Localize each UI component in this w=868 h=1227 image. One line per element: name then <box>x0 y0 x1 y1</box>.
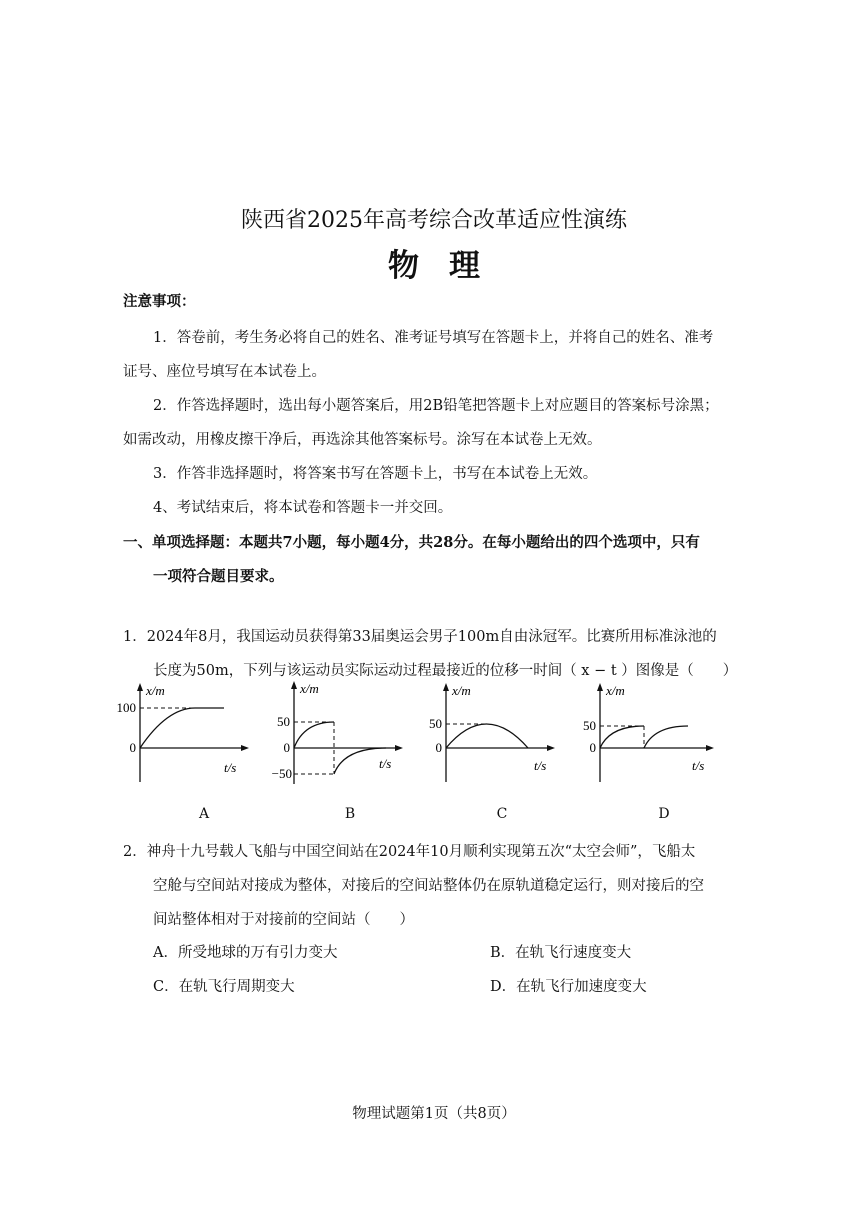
question-2-option-c: C．在轨飞行周期变大 <box>153 979 295 995</box>
graph-c-label: C <box>496 806 508 822</box>
graph-a-tick-100: 100 <box>116 700 136 715</box>
graph-d-ylabel: x/m <box>606 683 625 698</box>
graph-c <box>420 680 560 789</box>
page-footer: 物理试题第1页（共8页） <box>352 1106 516 1122</box>
graph-d-xlabel: t/s <box>692 758 705 773</box>
graph-d-label: D <box>658 806 670 822</box>
graph-b-label: B <box>344 806 356 822</box>
question-2-option-b: B．在轨飞行速度变大 <box>490 945 632 961</box>
notice-item-4: 4、考试结束后，将本试卷和答题卡一并交回。 <box>153 500 453 516</box>
graph-d <box>574 680 719 789</box>
notice-item-2-line-2: 如需改动，用橡皮擦干净后，再选涂其他答案标号。涂写在本试卷上无效。 <box>123 432 602 448</box>
graph-c-tick-0: 0 <box>435 740 442 755</box>
graph-b-ylabel: x/m <box>300 681 319 696</box>
question-2-option-a: A．所受地球的万有引力变大 <box>153 945 338 961</box>
graph-d-tick-50: 50 <box>583 718 596 733</box>
graph-a-label: A <box>198 806 210 822</box>
notice-item-3: 3．作答非选择题时，将答案书写在答题卡上，书写在本试卷上无效。 <box>153 466 598 482</box>
graph-d-tick-0: 0 <box>589 740 596 755</box>
notice-item-1-line-1: 1．答卷前，考生务必将自己的姓名、准考证号填写在答题卡上，并将自己的姓名、准考 <box>153 330 714 346</box>
question-1-line-2: 长度为50m，下列与该运动员实际运动过程最接近的位移一时间（ x − t ）图像是（ ） <box>153 663 738 679</box>
graph-c-tick-50: 50 <box>429 716 442 731</box>
graph-a-xlabel: t/s <box>224 760 237 775</box>
exam-title: 陕西省2025年高考综合改革适应性演练 <box>241 208 627 233</box>
graph-a-tick-0: 0 <box>129 740 136 755</box>
graph-b <box>268 676 408 792</box>
notice-item-2-line-1: 2．作答选择题时，选出每小题答案后，用2B铅笔把答题卡上对应题目的答案标号涂黑； <box>153 398 719 414</box>
notice-heading: 注意事项： <box>123 293 196 310</box>
graph-b-tick-0: 0 <box>283 740 290 755</box>
graph-a <box>112 680 252 789</box>
question-2-line-2: 空舱与空间站对接成为整体，对接后的空间站整体仍在原轨道稳定运行，则对接后的空 <box>153 878 704 894</box>
graph-c-xlabel: t/s <box>534 758 547 773</box>
question-2-line-3: 间站整体相对于对接前的空间站（ ） <box>153 912 414 928</box>
graph-b-tick-50: 50 <box>277 714 290 729</box>
subject-title: 物理 <box>388 248 510 284</box>
notice-item-1-line-2: 证号、座位号填写在本试卷上。 <box>123 364 326 380</box>
graph-b-tick-neg50: −50 <box>271 766 292 781</box>
question-2-option-d: D．在轨飞行加速度变大 <box>490 979 647 995</box>
graph-b-xlabel: t/s <box>379 756 392 771</box>
graph-a-ylabel: x/m <box>146 683 165 698</box>
section-heading-line-1: 一、单项选择题：本题共7小题，每小题4分，共28分。在每小题给出的四个选项中，只有 <box>123 534 700 551</box>
section-heading-line-2: 一项符合题目要求。 <box>153 568 284 585</box>
question-2-line-1: 2．神舟十九号载人飞船与中国空间站在2024年10月顺利实现第五次“太空会师”，飞船太 <box>123 844 696 860</box>
question-1-line-1: 1．2024年8月，我国运动员获得第33届奥运会男子100m自由泳冠军。比赛所用标准泳池的 <box>123 629 717 645</box>
graph-c-ylabel: x/m <box>452 683 471 698</box>
